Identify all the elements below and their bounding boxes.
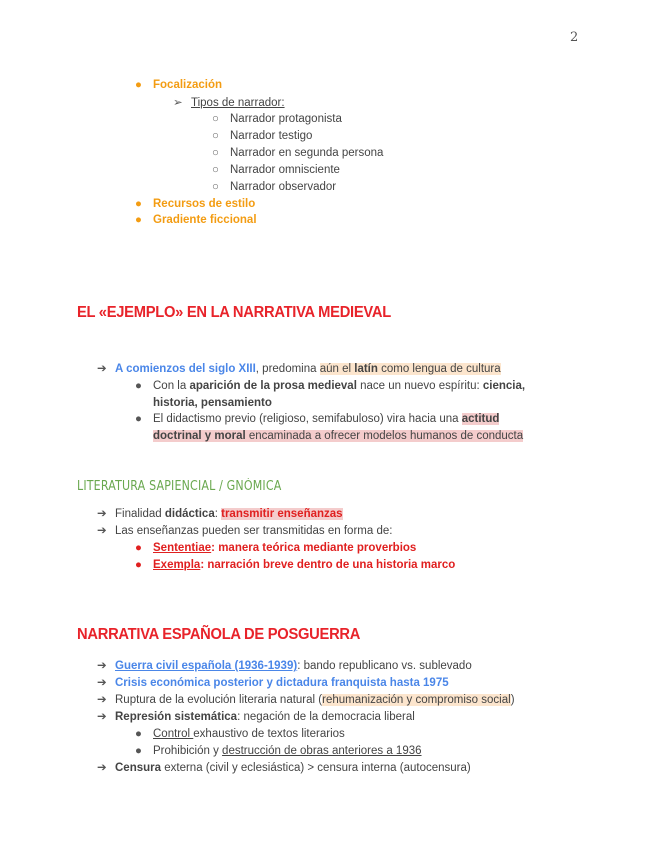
list-item: ➔ A comienzos del siglo XIII, predomina aún el latín como lengua de cultura	[97, 363, 501, 375]
arrow-icon: ➔	[97, 694, 107, 706]
arrow-icon: ➔	[97, 762, 107, 774]
bullet-icon: ●	[135, 214, 142, 226]
bullet-icon: ●	[135, 728, 142, 740]
list-item-gradiente: ● Gradiente ficcional	[135, 214, 257, 226]
bullet-icon: ●	[135, 559, 142, 571]
bullet-icon: ●	[135, 198, 142, 210]
arrow-icon: ➔	[97, 660, 107, 672]
list-item: ➔ Censura externa (civil y eclesiástica) > censura interna (autocensura)	[97, 762, 471, 774]
list-item: ● El didactismo previo (religioso, semifabuloso) vira hacia una actitud	[135, 413, 500, 425]
list-item: ➔ Guerra civil española (1936-1939): bando republicano vs. sublevado	[97, 660, 472, 672]
list-item: ➔ Represión sistemática: negación de la democracia liberal	[97, 711, 415, 723]
list-item-tipo: ○ Narrador testigo	[212, 130, 313, 142]
list-item-continuation: historia, pensamiento	[153, 397, 272, 409]
circle-icon: ○	[212, 147, 219, 159]
list-item: ➔ Crisis económica posterior y dictadura franquista hasta 1975	[97, 677, 449, 689]
circle-icon: ○	[212, 181, 219, 193]
arrow-icon: ➔	[97, 525, 107, 537]
section-heading-sapiencial: LITERATURA SAPIENCIAL / GNÓMICA	[77, 479, 282, 494]
circle-icon: ○	[212, 130, 219, 142]
list-item-tipo: ○ Narrador omnisciente	[212, 164, 340, 176]
list-item: ➔ Ruptura de la evolución literaria natural (rehumanización y compromiso social)	[97, 694, 515, 706]
circle-icon: ○	[212, 164, 219, 176]
section-heading-posguerra: NARRATIVA ESPAÑOLA DE POSGUERRA	[77, 626, 361, 643]
page-number: 2	[570, 30, 579, 45]
chevron-icon: ➢	[173, 97, 183, 109]
arrow-icon: ➔	[97, 508, 107, 520]
list-item: ➔ Finalidad didáctica: transmitir enseñanzas	[97, 508, 343, 520]
list-item-tipo: ○ Narrador observador	[212, 181, 337, 193]
list-item-continuation: doctrinal y moral encaminada a ofrecer modelos humanos de conducta	[153, 430, 524, 442]
list-item: ➔ Las enseñanzas pueden ser transmitidas en forma de:	[97, 525, 393, 537]
bullet-icon: ●	[135, 380, 142, 392]
bullet-icon: ●	[135, 79, 142, 91]
list-item-tipo: ○ Narrador en segunda persona	[212, 147, 384, 159]
list-item: ● Sententiae: manera teórica mediante proverbios	[135, 542, 417, 554]
list-item: ● Exempla: narración breve dentro de una historia marco	[135, 559, 456, 571]
section-heading-ejemplo: EL «EJEMPLO» EN LA NARRATIVA MEDIEVAL	[77, 304, 391, 321]
list-item: ● Control exhaustivo de textos literarios	[135, 728, 345, 740]
list-item-tipo: ○ Narrador protagonista	[212, 113, 342, 125]
list-item: ● Prohibición y destrucción de obras anteriores a 1936	[135, 745, 422, 757]
arrow-icon: ➔	[97, 363, 107, 375]
bullet-icon: ●	[135, 745, 142, 757]
list-item: ● Con la aparición de la prosa medieval nace un nuevo espíritu: ciencia,	[135, 380, 526, 392]
list-item-tipos: ➢ Tipos de narrador:	[173, 97, 285, 109]
bullet-icon: ●	[135, 413, 142, 425]
circle-icon: ○	[212, 113, 219, 125]
arrow-icon: ➔	[97, 711, 107, 723]
bullet-icon: ●	[135, 542, 142, 554]
list-item-recursos: ● Recursos de estilo	[135, 198, 256, 210]
arrow-icon: ➔	[97, 677, 107, 689]
list-item-focalizacion: ● Focalización	[135, 79, 223, 91]
